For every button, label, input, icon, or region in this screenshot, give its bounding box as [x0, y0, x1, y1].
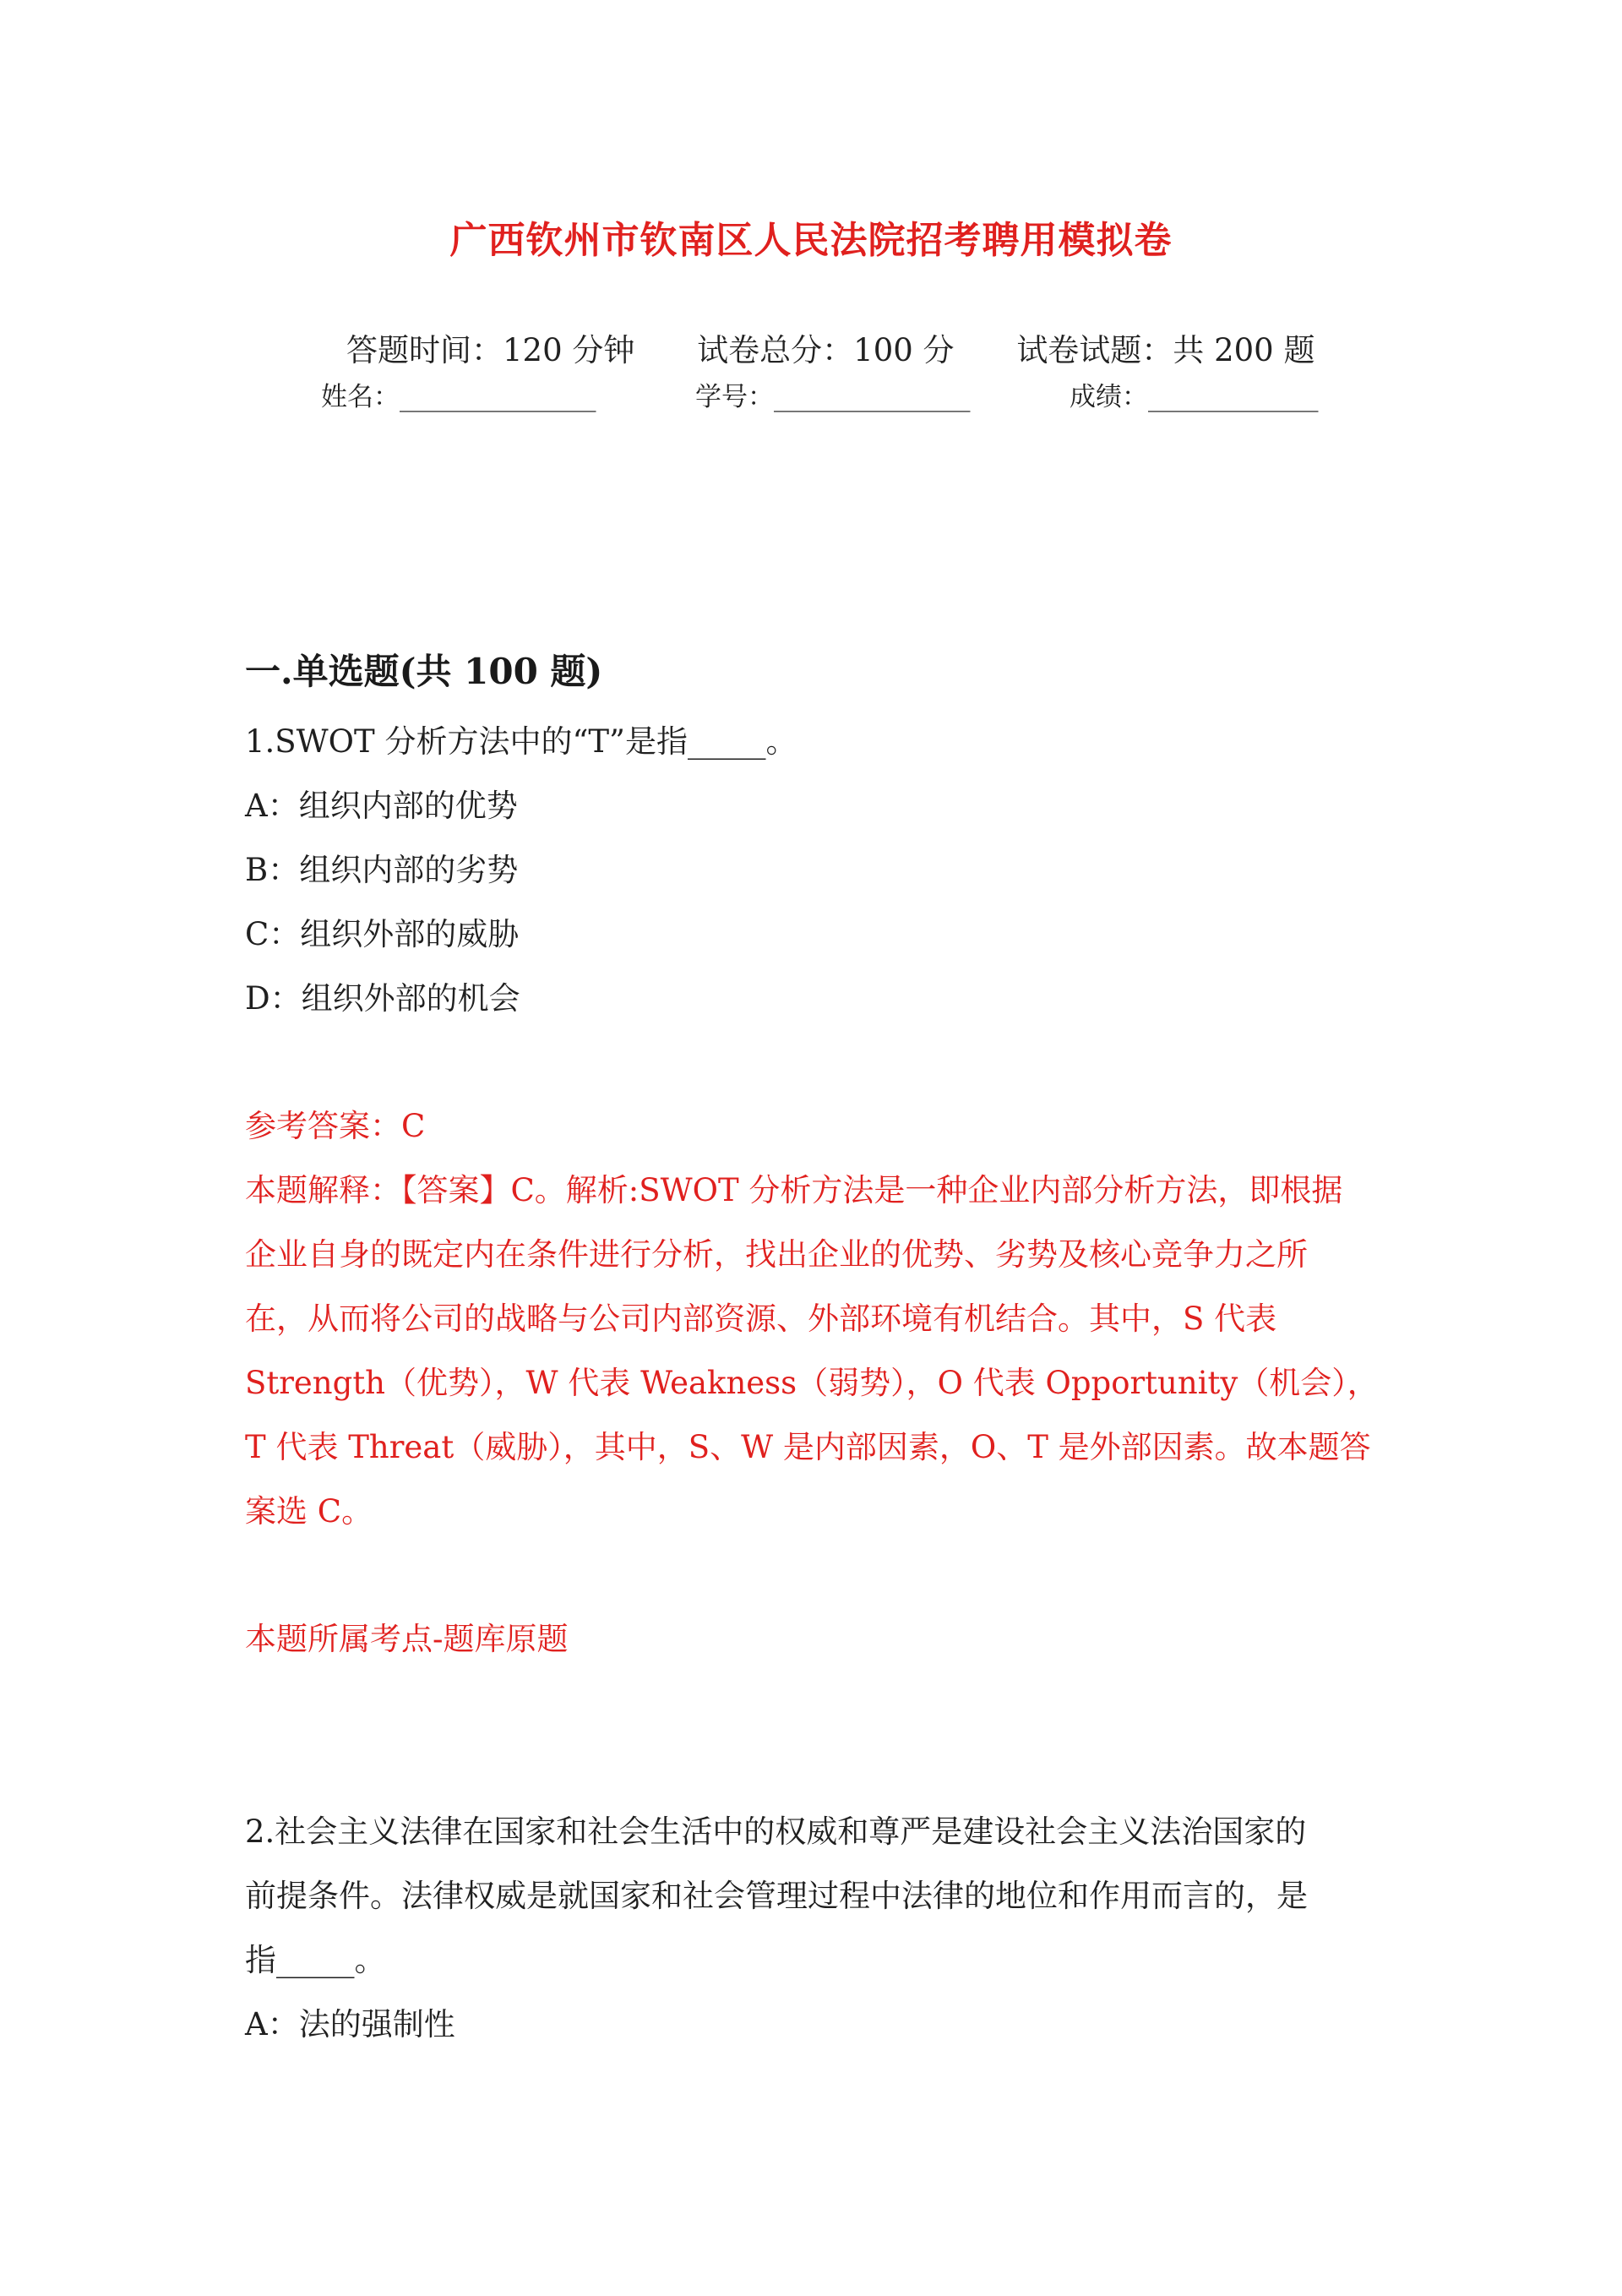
total-score: 试卷总分：100 分 — [697, 332, 955, 368]
section-title: 一.单选题(共 100 题) — [245, 651, 603, 692]
question-stem: 1.SWOT 分析方法中的“T”是指_____。 — [245, 723, 797, 760]
score-field: 成绩：_____________ — [1070, 382, 1319, 412]
explanation-line: 本题解释：【答案】C。解析:SWOT 分析方法是一种企业内部分析方法，即根据 — [245, 1172, 1343, 1208]
option-a: A：组织内部的优势 — [245, 788, 518, 824]
exam-meta — [346, 324, 1314, 370]
option-c: C：组织外部的威胁 — [245, 916, 520, 952]
option-d: D：组织外部的机会 — [245, 980, 520, 1017]
question-stem: 前提条件。法律权威是就国家和社会管理过程中法律的地位和作用而言的，是 — [245, 1878, 1308, 1914]
question-count: 试卷试题：共 200 题 — [1016, 332, 1315, 368]
explanation-line: T 代表 Threat（威胁），其中，S、W 是内部因素，O、T 是外部因素。故本题答 — [245, 1429, 1371, 1465]
exam-time: 答题时间：120 分钟 — [346, 332, 635, 368]
question-stem: 2.社会主义法律在国家和社会生活中的权威和尊严是建设社会主义法治国家的 — [245, 1813, 1307, 1850]
explanation-line: Strength（优势），W 代表 Weakness（弱势），O 代表 Opportunity（机会）， — [245, 1365, 1379, 1401]
student-id-field: 学号：_______________ — [695, 382, 971, 412]
explanation-line: 企业自身的既定内在条件进行分析，找出企业的优势、劣势及核心竞争力之所 — [245, 1236, 1308, 1273]
explanation-line: 案选 C。 — [245, 1493, 373, 1530]
option-a: A：法的强制性 — [245, 2006, 455, 2042]
option-b: B：组织内部的劣势 — [245, 852, 519, 888]
explanation-line: 在，从而将公司的战略与公司内部资源、外部环境有机结合。其中，S 代表 — [245, 1301, 1277, 1337]
knowledge-point: 本题所属考点-题库原题 — [245, 1621, 569, 1657]
reference-answer: 参考答案：C — [245, 1108, 426, 1144]
exam-title: 广西钦州市钦南区人民法院招考聘用模拟卷 — [449, 219, 1173, 262]
name-field: 姓名：_______________ — [321, 382, 596, 412]
question-stem: 指_____。 — [245, 1942, 386, 1978]
